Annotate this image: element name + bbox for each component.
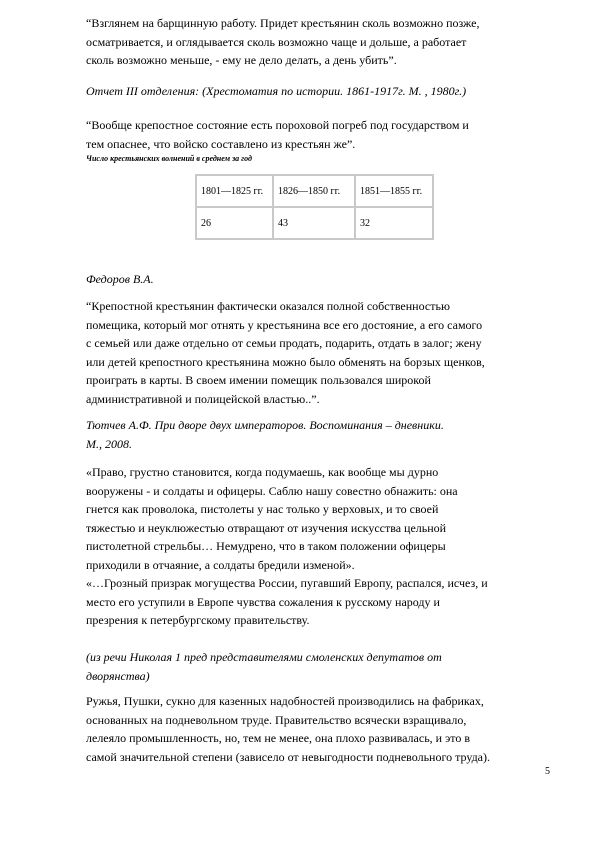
table-cell: 43	[273, 207, 355, 239]
source-third-section: Отчет III отделения: (Хрестоматия по истории. 1861-1917г. М. , 1980г.)	[86, 84, 467, 98]
peasant-unrest-table	[195, 174, 434, 240]
table-caption: Число крестьянских волнений в среднем за год	[86, 154, 252, 163]
paragraph-industry: Ружья, Пушки, сукно для казенных надобностей производились на фабриках, основанных на подневольном труде. Правительство всячески взращивало, лелеяло промышленность, но, тем не менее, она плохо развивалась, и это в самой значительной степени (зависело от невыгодности подневольного труда).	[86, 694, 491, 764]
quote-barshchina: “Взглянем на барщинную работу. Придет крестьянин сколь возможно позже, осматривается, и оглядывается сколь возможно чаще и дольше, а работает сколь возможно меньше, - ему не дело делать, а день убить”.	[86, 16, 480, 67]
table-header-cell: 1851—1855 гг.	[355, 175, 433, 207]
table-row	[196, 207, 433, 239]
source-fedorov: Федоров В.А.	[86, 272, 154, 286]
table-header-cell: 1801—1825 гг.	[196, 175, 273, 207]
table-cell: 32	[355, 207, 433, 239]
quote-armament: «Право, грустно становится, когда подумаешь, как вообще мы дурно вооружены - и солдаты и офицеры. Саблю нашу совестно обнажить: она гнется как проволока, пистолеты у нас только у верховых, и то своей тяжестью и неуклюжестью отвращают от изучения искусства цельной пистолетной стрельбы… Немудрено, что в таком положении офицеры приходили в отчаяние, а солдаты бредили изменой». «…Грозный призрак могущества России, пугавший Европу, распался, исчез, и место его уступили в Европе чувства сожаления к русскому народу и презрения к петербургскому правительству.	[86, 465, 488, 627]
table-header-cell: 1826—1850 гг.	[273, 175, 355, 207]
table-header-row	[196, 175, 433, 207]
quote-powder-keg: “Вообще крепостное состояние есть пороховой погреб под государством и тем опаснее, что войско составлено из крестьян же”.	[86, 118, 469, 151]
quote-serf-property: “Крепостной крестьянин фактически оказался полной собственностью помещика, который мог отнять у крестьянина все его достояние, а его самого с семьей или даже отдельно от семьи продать, подарить, отдать в залог; жену или детей крепостного крестьянина можно было обменять на борзых щенков, проиграть в карты. В своем имении помещик пользовался широкой административной и полицейской властью..”.	[86, 299, 485, 406]
source-tyutchev: Тютчев А.Ф. При дворе двух императоров. Воспоминания – дневники. М., 2008.	[86, 418, 444, 451]
table-cell: 26	[196, 207, 273, 239]
source-nicholas-speech: (из речи Николая 1 пред представителями смоленских депутатов от дворянства)	[86, 650, 442, 683]
page-number: 5	[545, 766, 550, 777]
